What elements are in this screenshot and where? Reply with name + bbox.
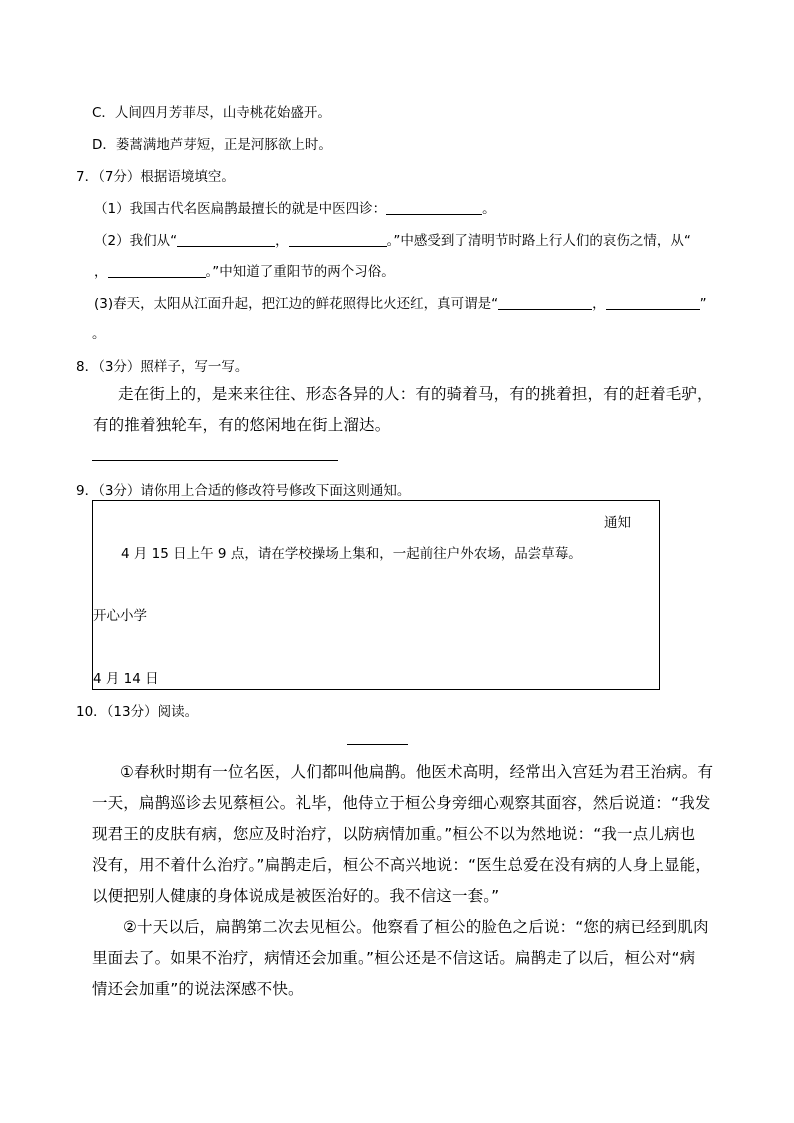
- q7-item3-close: ”: [699, 296, 707, 312]
- passage-p1-line1: ①春秋时期有一位名医，人们都叫他扁鹊。他医术高明，经常出入宫廷为君王治病。有: [120, 763, 714, 781]
- q7-item1: [94, 197, 496, 217]
- notice-title: 通知: [604, 515, 631, 531]
- passage-p1-line5: 以便把别人健康的身体说成是被医治好的。我不信这一套。”: [92, 887, 500, 905]
- q7-item2: [94, 229, 691, 249]
- q8-header: 8．（3分）照样子，写一写。: [76, 359, 249, 375]
- q7-item2-line2: [94, 260, 395, 280]
- option-d: D．蒌蒿满地芦芽短，正是河豚欲上时。: [92, 137, 332, 153]
- q8-answer-line[interactable]: [92, 460, 338, 461]
- q7-item2-mid: 。”中感受到了清明节时路上行人们的哀伤之情，从“: [386, 233, 691, 249]
- q7-item2-line2-end: 。”中知道了重阳节的两个习俗。: [205, 264, 395, 280]
- notice-body: 4 月 15 日上午 9 点，请在学校操场上集和，一起前往户外农场，品尝草莓。: [121, 546, 582, 562]
- q7-item2-prefix: （2）我们从“: [94, 233, 178, 249]
- passage-p2-line2: 里面去了。如果不治疗，病情还会加重。”桓公还是不信这话。扁鹊走了以后，桓公对“病: [92, 949, 696, 967]
- title-blank-line[interactable]: [347, 744, 408, 745]
- passage-p1-line4: 没有，用不着什么治疗。”扁鹊走后，桓公不高兴地说：“医生总爱在没有病的人身上显能，: [92, 856, 711, 874]
- answer-blank[interactable]: [606, 295, 700, 310]
- notice-date: 4 月 14 日: [93, 671, 159, 687]
- passage-p1-line3: 现君王的皮肤有病，您应及时治疗，以防病情加重。”桓公不以为然地说：“我一点儿病也: [92, 825, 696, 843]
- q8-example-line1: 走在街上的，是来来往往、形态各异的人：有的骑着马，有的挑着担，有的赶着毛驴，: [118, 385, 713, 403]
- notice-box: [92, 500, 660, 690]
- notice-signer: 开心小学: [93, 608, 147, 624]
- q7-item2-comma: ，: [275, 233, 289, 249]
- answer-blank[interactable]: [108, 263, 206, 278]
- q10-header: 10．（13分）阅读。: [76, 704, 199, 720]
- q7-header: 7．（7分）根据语境填空。: [76, 169, 235, 185]
- q7-item3-text: (3)春天，太阳从江面升起，把江边的鲜花照得比火还红，真可谓是“: [94, 296, 499, 312]
- q7-item1-end: 。: [482, 201, 496, 217]
- answer-blank[interactable]: [289, 232, 387, 247]
- q7-item3: [94, 292, 707, 312]
- q9-header: 9．（3分）请你用上合适的修改符号修改下面这则通知。: [76, 483, 411, 499]
- q8-example-line2: 有的推着独轮车，有的悠闲地在街上溜达。: [93, 416, 391, 434]
- passage-p2-line1: ②十天以后，扁鹊第二次去见桓公。他察看了桓公的脸色之后说：“您的病已经到肌肉: [123, 918, 709, 936]
- q7-item1-text: （1）我国古代名医扁鹊最擅长的就是中医四诊：: [94, 201, 387, 217]
- answer-blank[interactable]: [177, 232, 275, 247]
- q7-item2-line2-prefix: ，: [94, 264, 108, 280]
- q7-item3-comma: ，: [592, 296, 606, 312]
- passage-p1-line2: 一天，扁鹊巡诊去见蔡桓公。礼毕，他侍立于桓公身旁细心观察其面容，然后说道：“我发: [92, 794, 711, 812]
- option-c: C．人间四月芳菲尽，山寺桃花始盛开。: [92, 105, 331, 121]
- q7-item3-end: 。: [92, 326, 106, 342]
- answer-blank[interactable]: [498, 295, 592, 310]
- passage-p2-line3: 情还会加重”的说法深感不快。: [92, 980, 304, 998]
- answer-blank[interactable]: [386, 200, 482, 215]
